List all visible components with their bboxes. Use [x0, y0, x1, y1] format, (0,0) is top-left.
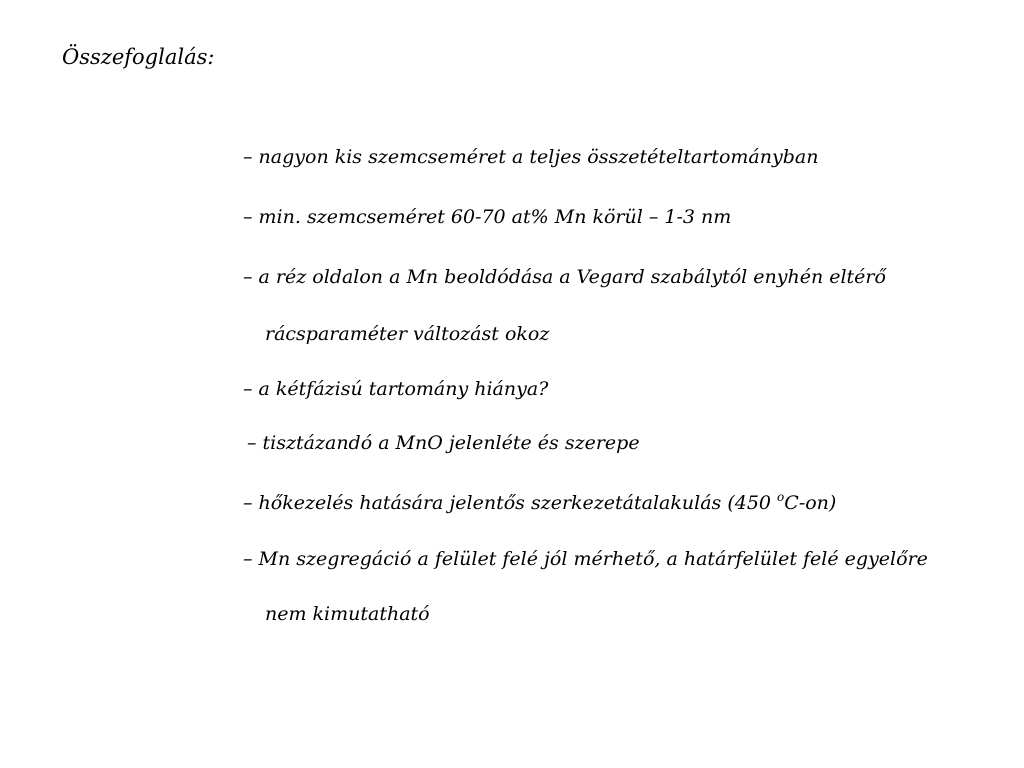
- bullet-mno-role: – tisztázandó a MnO jelenléte és szerepe: [247, 432, 640, 454]
- bullet-two-phase-region: – a kétfázisú tartomány hiánya?: [243, 378, 549, 400]
- bullet-heat-treatment: [243, 490, 836, 516]
- slide-title: Összefoglalás:: [62, 45, 215, 69]
- degree-superscript: o: [777, 489, 785, 504]
- bullet-grain-size: – nagyon kis szemcseméret a teljes összetételtartományban: [243, 146, 819, 168]
- bullet-vegard-rule-continuation: rácsparaméter változást okoz: [265, 323, 550, 345]
- bullet-mn-segregation: – Mn szegregáció a felület felé jól mérhető, a határfelület felé egyelőre: [243, 548, 928, 570]
- bullet-min-grain-size: – min. szemcseméret 60-70 at% Mn körül – 1-3 nm: [243, 206, 732, 228]
- heat-treatment-text-before: – hőkezelés hatására jelentős szerkezetátalakulás (450: [243, 492, 778, 514]
- bullet-vegard-rule: – a réz oldalon a Mn beoldódása a Vegard szabálytól enyhén eltérő: [243, 266, 886, 288]
- bullet-mn-segregation-continuation: nem kimutatható: [265, 603, 430, 625]
- heat-treatment-text-after: C-on): [784, 492, 837, 514]
